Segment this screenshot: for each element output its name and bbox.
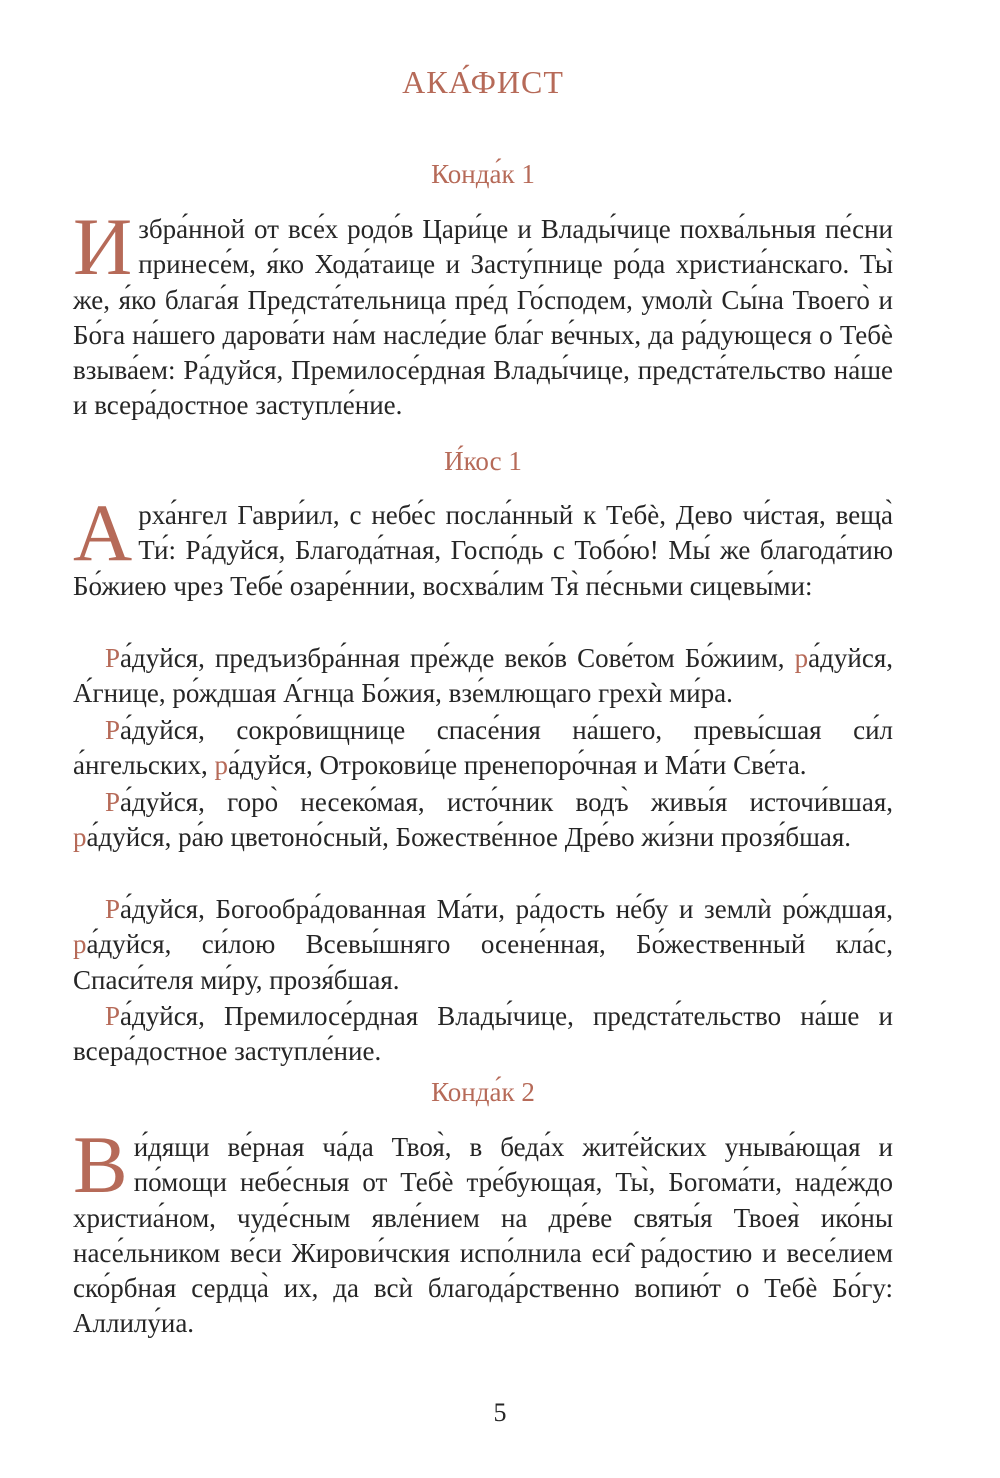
ikos-1-stanza (73, 641, 893, 712)
red-initial: Р (105, 715, 121, 745)
red-initial: р (794, 643, 809, 673)
red-initial: Р (105, 1001, 121, 1031)
kondak-2-body: и́дящи ве́рная ча́да Твоя̀, в беда́х жите́йских уныва́ющая и по́мощи небе́сныя от Тебѐ тре́бующая, Ты̀, Богома́ти, наде́ждо христиа́ном, чуде́сным явле́нием на дре́ве святы́я Твоея̀ ико́ны насе́льником ве́си Жирови́чския испо́лнила еси̂ ра́достию и весе́лием ско́рбная сердца̀ их, да всѝ благода́рственно вопию́т о Тебѐ Бо́гу: Аллилу́иа. (73, 1132, 893, 1339)
stanza-text: а́дуйся, ра́ю цветоно́сный, Божестве́нное Дре́во жи́зни прозя́бшая. (86, 822, 852, 853)
stanza-text: а́дуйся, А́гнице, ро́ждшая А́гнца Бо́жия, взе́млющаго грехѝ ми́ра. (73, 643, 893, 709)
stanza-text: а́дуйся, сокро́вищнице спасе́ния на́шего, превы́сшая си́л а́нгельских, (73, 715, 893, 781)
kondak-1-heading: Конда́к 1 (431, 159, 535, 189)
red-initial: Р (105, 894, 121, 924)
page-number: 5 (493, 1398, 507, 1427)
stanza-text: а́дуйся, Отрокови́це пренепоро́чная и Ма́ти Све́та. (227, 750, 807, 781)
red-initial: Р (105, 787, 121, 817)
red-initial: р (73, 929, 87, 960)
stanza-text: а́дуйся, горо̀ несеко́мая, исто́чник водъ̀ живы́я источи́вшая, (120, 787, 893, 817)
kondak-2-text (73, 1119, 893, 1342)
drop-cap: И (73, 201, 133, 292)
stanza-text: а́дуйся, Богообра́дованная Ма́ти, ра́дость не́бу и землѝ ро́ждшая, (120, 894, 893, 924)
ikos-1-text (73, 487, 893, 604)
red-initial: Р (105, 643, 121, 673)
refrain-text: а́дуйся, Премилосе́рдная Влады́чице, предста́тельство на́ше и всера́достное заступле́ние. (73, 1001, 893, 1067)
stanza-text: а́дуйся, си́лою Всевы́шняго осене́нная, Бо́жественный кла́с, Спаси́теля ми́ру, прозя́бшая. (73, 929, 893, 995)
red-initial: р (214, 750, 228, 781)
kondak-2-heading: Конда́к 2 (431, 1077, 535, 1107)
ikos-1-stanza (73, 713, 893, 784)
ikos-1-stanza (73, 892, 893, 998)
kondak-1-body: збра́нной от все́х родо́в Цари́це и Влады́чице похва́льныя пе́сни принесе́м, я́ко Хода́таице и Засту́пнице ро́да христиа́нскаго. Ты̀ же, я́ко блага́я Предста́тельница пре́д Го́сподем, умолѝ Сы́на Твоего̀ и Бо́га на́шего дарова́ти на́м насле́дие бла́г ве́чных, да ра́дующеся о Тебѐ взыва́ем: Ра́дуйся, Премилосе́рдная Влады́чице, предста́тельство на́ше и всера́достное заступле́ние. (73, 214, 893, 421)
drop-cap: В (73, 1119, 128, 1210)
ikos-1-refrain (73, 999, 893, 1070)
red-initial: р (73, 822, 87, 853)
ikos-1-stanza (73, 785, 893, 856)
kondak-1-text (73, 201, 893, 424)
ikos-1-heading: И́кос 1 (444, 446, 522, 476)
stanza-text: а́дуйся, предъизбра́нная пре́жде веко́в Сове́том Бо́жиим, (120, 643, 795, 673)
ikos-1-body: рха́нгел Гаври́ил, с небе́с посла́нный к Тебѐ, Дево чи́стая, веща̀ Ти́: Ра́дуйся, Благода́тная, Госпо́дь с Тобо́ю! Мы́ же благода́тию Бо́жиею чрез Тебе́ озаре́ннии, восхва́лим Тя̀ пе́сньми сицевы́ми: (73, 500, 893, 601)
drop-cap: А (73, 487, 133, 578)
page-title: АКА́ФИСТ (402, 64, 564, 100)
